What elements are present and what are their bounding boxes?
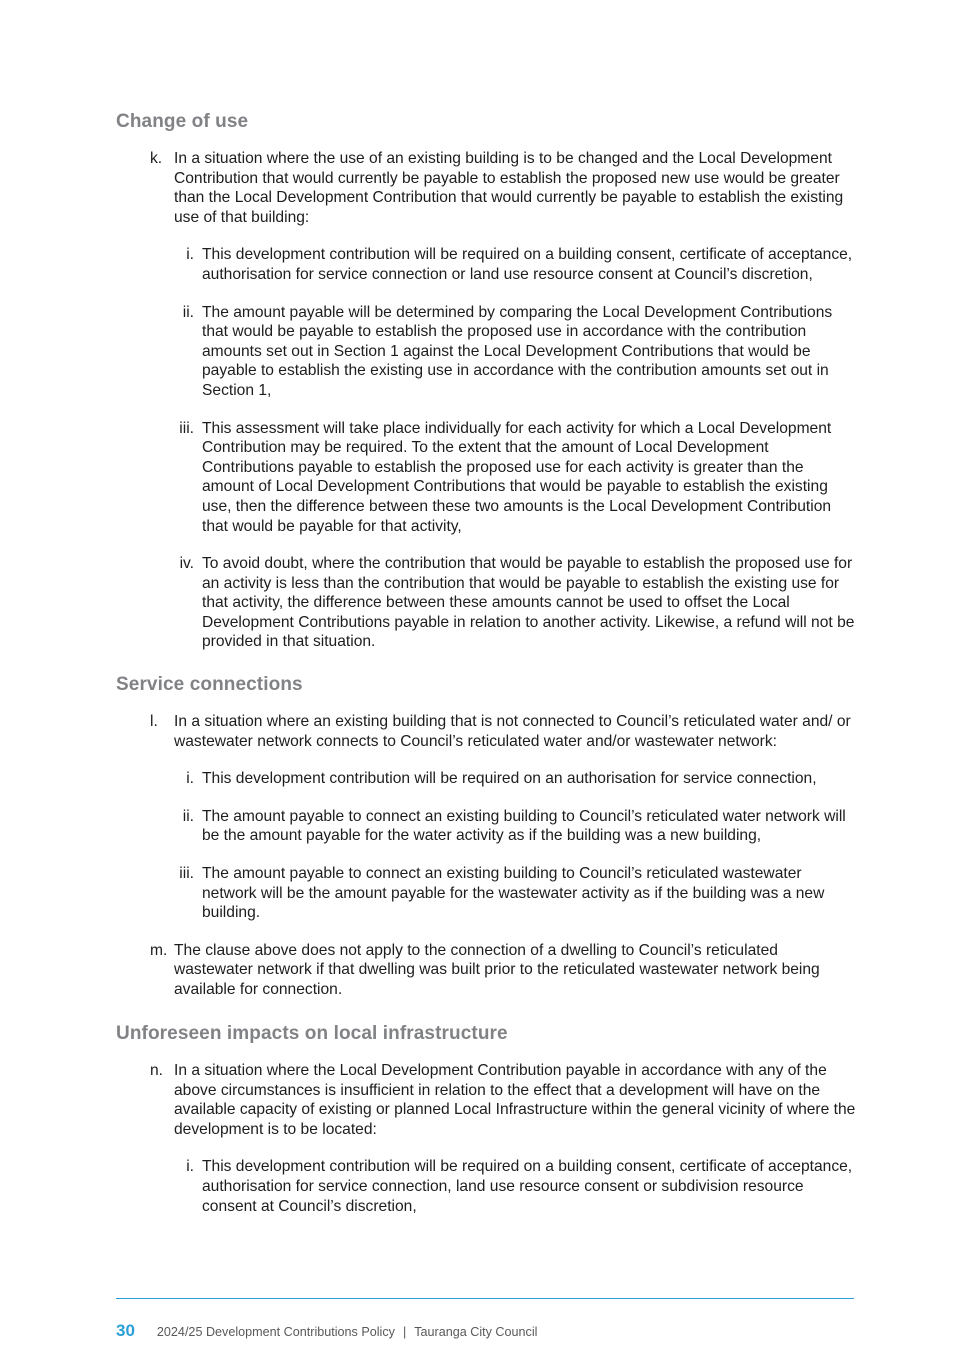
heading-service-connections: Service connections (116, 674, 303, 695)
footer-council-name: Tauranga City Council (414, 1325, 538, 1339)
subclause-text: This development contribution will be required on a building consent, certificate of acceptance, authorisation for service connection or land use resource consent at Council’s discretion, (202, 246, 853, 283)
subclause-marker: ii. (182, 807, 194, 825)
clause-marker: k. (150, 150, 163, 167)
subclause-marker: iv. (179, 555, 194, 573)
subclause-text: The amount payable to connect an existing building to Council’s reticulated wastewater network will be the amount payable for the wastewater activity as if the building was a new building. (202, 864, 825, 922)
clause-l (116, 712, 856, 751)
clause-l-iii (116, 864, 856, 923)
footer-separator: | (402, 1325, 407, 1339)
subclause-marker: i. (186, 770, 194, 788)
clause-marker: n. (150, 1062, 164, 1079)
page-footer (116, 1321, 537, 1341)
subclause-text: To avoid doubt, where the contribution that would be payable to establish the proposed use for an activity is less than the contribution that would be payable to establish the existing use for that activity, the difference between these amounts cannot be used to offset the Local Development Contributions payable in relation to another activity. Likewise, a refund will not be provided in that situation. (202, 555, 855, 651)
section-service-connections (116, 673, 856, 1000)
clause-l-ii (116, 807, 856, 846)
subclause-marker: i. (186, 246, 194, 264)
heading-unforeseen-impacts: Unforeseen impacts on local infrastructure (116, 1023, 508, 1044)
subclause-text: This assessment will take place individually for each activity for which a Local Development Contribution may be required. To the extent that the amount of Local Development Contributions payable to establish the proposed use for each activity is greater than the amount of Local Development Contributions that would be payable to establish the existing use, then the difference between these two amounts is the Local Development Contribution that would be payable for that activity, (202, 419, 832, 535)
clause-n (116, 1061, 856, 1139)
clause-text: In a situation where the use of an existing building is to be changed and the Local Development Contribution that would currently be payable to establish the proposed new use would be greater than the Local Development Contribution that would currently be payable to establish the existing use of that building: (174, 150, 844, 226)
section-change-of-use (116, 110, 856, 652)
clause-k-iii (116, 419, 856, 537)
subclause-marker: iii. (179, 419, 194, 437)
clause-k-i (116, 245, 856, 284)
clause-l-i (116, 769, 856, 789)
subclause-text: This development contribution will be required on a building consent, certificate of acceptance, authorisation for service connection, land use resource consent or subdivision resource consent at Council’s discretion, (202, 1158, 853, 1215)
clause-text: In a situation where an existing building that is not connected to Council’s reticulated water and/ or wastewater network connects to Council’s reticulated water and/or wastewater network: (174, 713, 851, 750)
clause-k (116, 149, 856, 227)
page-number: 30 (116, 1321, 135, 1340)
clause-marker: m. (150, 941, 168, 959)
heading-change-of-use: Change of use (116, 111, 249, 132)
subclause-text: The amount payable will be determined by comparing the Local Development Contributions that would be payable to establish the proposed use in accordance with the contribution amounts set out in Section 1 against the Local Development Contributions that would be payable to establish the existing use in accordance with the contribution amounts set out in Section 1, (202, 303, 833, 399)
section-unforeseen-impacts (116, 1022, 856, 1216)
clause-text: The clause above does not apply to the connection of a dwelling to Council’s reticulated wastewater network if that dwelling was built prior to the reticulated wastewater network being available for connection. (174, 941, 820, 998)
footer-policy-title: 2024/25 Development Contributions Policy (156, 1325, 395, 1339)
subclause-text: This development contribution will be required on an authorisation for service connection, (202, 770, 817, 788)
clause-n-i (116, 1157, 856, 1216)
clause-k-ii (116, 303, 856, 401)
footer-divider (116, 1298, 854, 1299)
clause-text: In a situation where the Local Development Contribution payable in accordance with any of the above circumstances is insufficient in relation to the effect that a development will have on the available capacity of existing or planned Local Infrastructure within the general vicinity of where the development is to be located: (174, 1062, 856, 1138)
clause-m (116, 941, 856, 1000)
subclause-marker: ii. (182, 303, 194, 321)
subclause-marker: iii. (179, 864, 194, 882)
clause-marker: l. (150, 713, 158, 730)
clause-k-iv (116, 554, 856, 652)
subclause-text: The amount payable to connect an existing building to Council’s reticulated water network will be the amount payable for the water activity as if the building was a new building, (202, 807, 846, 845)
subclause-marker: i. (186, 1158, 194, 1176)
